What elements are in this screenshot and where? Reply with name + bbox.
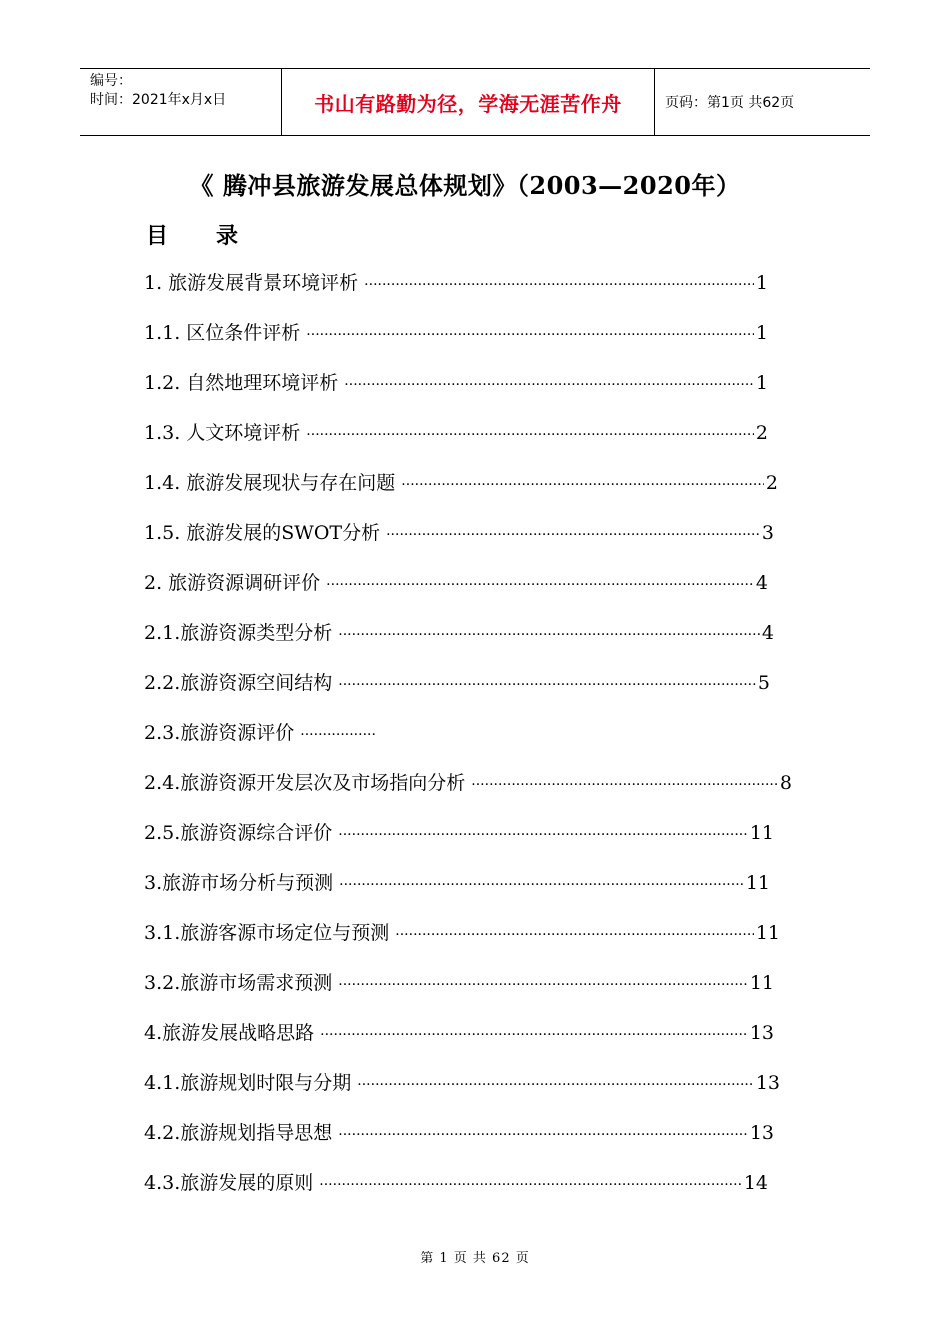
toc-entry-label: 4.旅游发展战略思路 — [144, 1022, 315, 1044]
toc-leader-dots — [320, 1027, 748, 1043]
toc-entry-page: 11 — [749, 822, 774, 844]
toc-leader-dots — [319, 1177, 742, 1193]
toc-entry[interactable] — [144, 768, 792, 798]
toc-entry[interactable] — [144, 468, 778, 498]
toc-heading — [146, 219, 238, 250]
page-footer: 第 1 页 共 62 页 — [420, 1251, 530, 1266]
toc-entry[interactable] — [144, 368, 768, 398]
toc-entry[interactable] — [144, 1018, 774, 1048]
document-header — [80, 68, 870, 136]
toc-entry[interactable] — [144, 668, 770, 698]
toc-entry-page: 1 — [755, 272, 768, 294]
toc-heading-char-1: 目 — [146, 224, 169, 249]
toc-entry-label: 3.1.旅游客源市场定位与预测 — [144, 922, 390, 944]
toc-leader-dots — [338, 827, 748, 843]
toc-entry-page: 4 — [761, 622, 774, 644]
toc-entry-label: 1.4. 旅游发展现状与存在问题 — [144, 472, 396, 494]
document-title: 《 腾冲县旅游发展总体规划》（2003—2020年） — [189, 171, 741, 200]
toc-leader-dots — [300, 727, 376, 743]
toc-entry-label: 1.3. 人文环境评析 — [144, 422, 301, 444]
toc-entry-label: 2.3.旅游资源评价 — [144, 722, 295, 744]
toc-entry-page: 1 — [755, 372, 768, 394]
toc-entry-page: 14 — [743, 1172, 768, 1194]
toc-leader-dots — [306, 327, 754, 343]
toc-entry[interactable] — [144, 518, 774, 548]
toc-leader-dots — [326, 577, 754, 593]
toc-leader-dots — [338, 627, 760, 643]
time-label: 时间：2021年x月x日 — [90, 92, 227, 108]
toc-entry-label: 2.2.旅游资源空间结构 — [144, 672, 333, 694]
toc-leader-dots — [338, 1127, 748, 1143]
toc-entry[interactable] — [144, 718, 378, 748]
toc-leader-dots — [364, 277, 754, 293]
toc-leader-dots — [357, 1077, 754, 1093]
toc-entry-page: 4 — [755, 572, 768, 594]
toc-entry[interactable] — [144, 818, 774, 848]
toc-leader-dots — [395, 927, 754, 943]
toc-entry[interactable] — [144, 568, 768, 598]
toc-entry-page: 8 — [779, 772, 792, 794]
toc-entry-label: 1. 旅游发展背景环境评析 — [144, 272, 359, 294]
toc-entry[interactable] — [144, 1068, 780, 1098]
toc-entry-label: 4.2.旅游规划指导思想 — [144, 1122, 333, 1144]
toc-entry-label: 2.5.旅游资源综合评价 — [144, 822, 333, 844]
toc-entry[interactable] — [144, 968, 774, 998]
toc-entry-label: 2. 旅游资源调研评价 — [144, 572, 321, 594]
toc-leader-dots — [339, 877, 744, 893]
toc-leader-dots — [344, 377, 754, 393]
toc-entry[interactable] — [144, 418, 768, 448]
header-motto: 书山有路勤为径，学海无涯苦作舟 — [282, 69, 655, 135]
toc-entry[interactable] — [144, 318, 768, 348]
toc-entry-page: 13 — [755, 1072, 780, 1094]
toc-entry[interactable] — [144, 1168, 768, 1198]
toc-entry[interactable] — [144, 1118, 774, 1148]
header-page-info: 页码：第1页 共62页 — [665, 95, 795, 111]
toc-leader-dots — [306, 427, 754, 443]
toc-entry-label: 1.2. 自然地理环境评析 — [144, 372, 339, 394]
toc-entry-label: 3.2.旅游市场需求预测 — [144, 972, 333, 994]
toc-heading-char-2: 录 — [216, 224, 239, 249]
toc-entry[interactable] — [144, 868, 770, 898]
toc-entry-page: 2 — [755, 422, 768, 444]
toc-entry-page: 13 — [749, 1022, 774, 1044]
toc-entry-page: 11 — [745, 872, 770, 894]
toc-entry[interactable] — [144, 618, 774, 648]
toc-entry-label: 2.4.旅游资源开发层次及市场指向分析 — [144, 772, 466, 794]
toc-entry-page: 1 — [755, 322, 768, 344]
toc-entry-label: 2.1.旅游资源类型分析 — [144, 622, 333, 644]
toc-entry[interactable] — [144, 918, 780, 948]
toc-entry[interactable] — [144, 268, 768, 298]
toc-entry-page: 11 — [755, 922, 780, 944]
toc-entry-page: 13 — [749, 1122, 774, 1144]
toc-leader-dots — [338, 677, 756, 693]
toc-entry-page: 3 — [761, 522, 774, 544]
toc-entry-label: 3.旅游市场分析与预测 — [144, 872, 334, 894]
toc-leader-dots — [338, 977, 748, 993]
toc-entry-page: 5 — [757, 672, 770, 694]
number-label: 编号： — [90, 73, 132, 89]
toc-entry-label: 1.1. 区位条件评析 — [144, 322, 301, 344]
toc-leader-dots — [401, 477, 764, 493]
toc-entry-label: 4.3.旅游发展的原则 — [144, 1172, 314, 1194]
toc-entry-page: 2 — [765, 472, 778, 494]
toc-leader-dots — [471, 777, 778, 793]
toc-leader-dots — [386, 527, 760, 543]
header-meta — [80, 69, 282, 135]
toc-entry-label: 4.1.旅游规划时限与分期 — [144, 1072, 352, 1094]
toc-entry-label: 1.5. 旅游发展的SWOT分析 — [144, 522, 381, 544]
toc-entry-page: 11 — [749, 972, 774, 994]
